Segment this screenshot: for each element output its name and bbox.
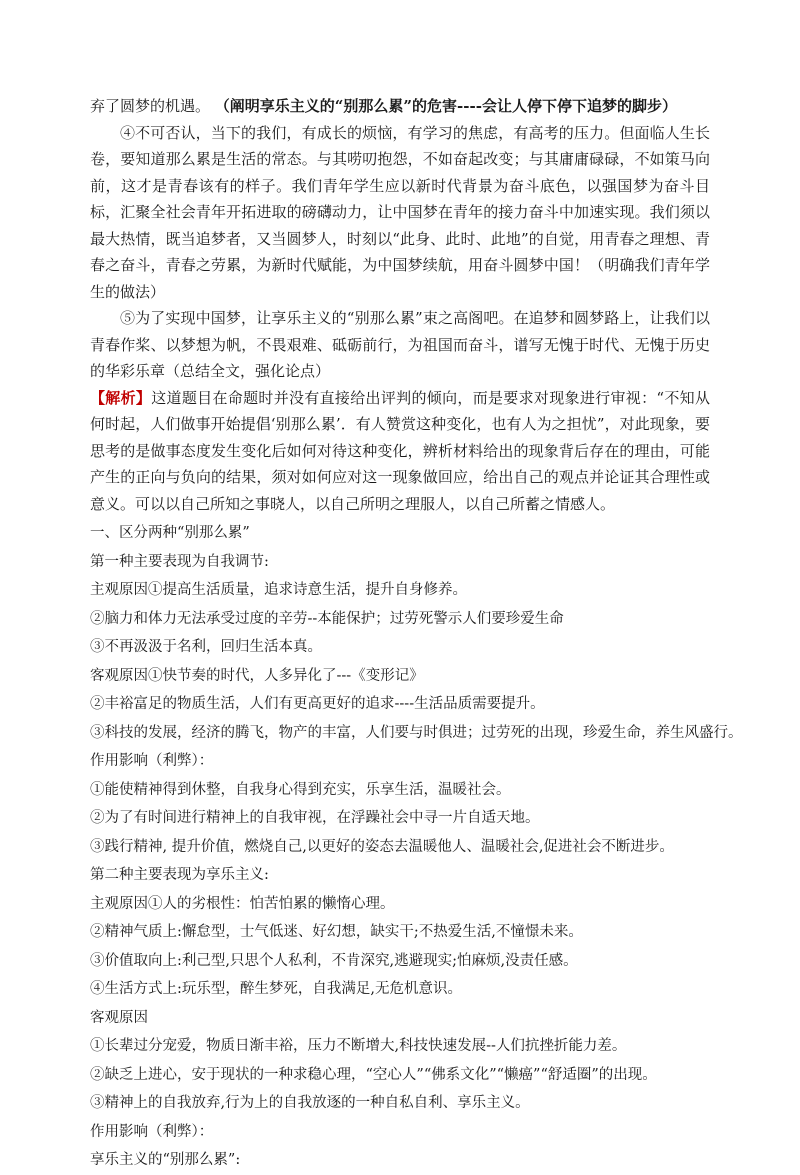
outline-line: 主观原因①人的劣根性：怕苦怕累的懒惰心理。	[90, 895, 395, 912]
outline-line: 第二种主要表现为享乐主义:	[90, 867, 269, 883]
outline-line: ②丰裕富足的物质生活，人们有更高更好的追求----生活品质需要提升。	[90, 696, 545, 712]
outline-line: 作用影响（利弊）：	[90, 753, 214, 769]
outline-line: ③不再汲汲于名利，回归生活本真。	[90, 639, 322, 655]
paragraph-text: 弃了圆梦的机遇。	[90, 97, 211, 115]
outline-line: ③精神上的自我放弃,行为上的自我放逐的一种自私自利、享乐主义。	[90, 1095, 530, 1111]
outline-line: ③践行精神, 提升价值，燃烧自己,以更好的姿态去温暖他人、温暖社会,促进社会不断进步。	[90, 838, 674, 855]
outline-line: ②为了有时间进行精神上的自我审视，在浮躁社会中寻一片自适天地。	[90, 810, 540, 826]
outline-line: 主观原因①提高生活质量，追求诗意生活，提升自身修养。	[90, 582, 467, 598]
outline-line: ③价值取向上:利己型,只思个人私利，不肯深究,逃避现实;怕麻烦,没责任感。	[90, 952, 578, 969]
outline-line: 客观原因	[90, 1009, 148, 1026]
outline-line: 第一种主要表现为自我调节:	[90, 553, 269, 570]
outline-line: ②缺乏上进心，安于现状的一种求稳心理，“空心人”“佛系文化”“懒癌”“舒适圈”的出现。	[90, 1066, 657, 1083]
paragraph-4: ④不可否认，当下的我们，有成长的烦恼，有学习的焦虑，有高考的压力。但面临人生长卷，要知道那么累是生活的常态。与其唠叨抱怨，不如奋起改变；与其庸庸碌碌，不如策马向前，这才是青春该有的样子。我们青年学生应以新时代背景为奋斗底色，以强国梦为奋斗目标，汇聚全社会青年开拓进取的磅礴动力，让中国梦在青年的接力奋斗中加速实现。我们须以最大热情，既当追梦者，又当圆梦人，时刻以“此身、此时、此地”的自觉，用青春之理想、青春之奋斗，青春之劳累，为新时代赋能，为中国梦续航，用奋斗圆梦中国！（明确我们青年学生的做法）	[90, 123, 710, 301]
outline-line: ③科技的发展，经济的腾飞，物产的丰富，人们要与时俱进；过劳死的出现，珍爱生命，养生风盛行。	[90, 724, 743, 741]
paragraph-conclusion-tail	[90, 93, 710, 120]
analysis-text: 这道题目在命题时并没有直接给出评判的倾向，而是要求对现象进行审视：“不知从何时起，人们做事开始提倡‘别那么累’．有人赞赏这种变化，也有人为之担忧”，对此现象，要思考的是做事态度发生变化后如何对待这种变化，辨析材料给出的现象背后存在的理由，可能产生的正向与负向的结果，须对如何应对这一现象做回应，给出自己的观点并论证其合理性或意义。可以以自己所知之事晓人，以自己所明之理服人，以自己所蓄之情感人。	[90, 388, 710, 513]
outline-line: ②脑力和体力无法承受过度的辛劳--本能保护；过劳死警示人们要珍爱生命	[90, 610, 564, 627]
outline-line: 作用影响（利弊）：	[90, 1123, 214, 1140]
paragraph-note: （阐明享乐主义的“别那么累”的危害----会让人停下停下追梦的脚步）	[214, 97, 677, 115]
paragraph-5: ⑤为了实现中国梦，让享乐主义的“别那么累”束之高阁吧。在追梦和圆梦路上，让我们以青春作桨、以梦想为帆，不畏艰难、砥砺前行，为祖国而奋斗，谱写无愧于时代、无愧于历史的华彩乐章（总结全文，强化论点）	[90, 309, 710, 380]
analysis-tag: 【解析】	[90, 388, 152, 407]
outline-line: ①长辈过分宠爱，物质日渐丰裕，压力不断增大,科技快速发展--人们抗挫折能力差。	[90, 1038, 627, 1054]
outline-line: ②精神气质上:懈怠型，士气低迷、好幻想，缺实干;不热爱生活,不憧憬未来。	[90, 924, 583, 940]
outline-line: 一、区分两种“别那么累”	[90, 525, 250, 541]
outline-line: ④生活方式上:玩乐型，醉生梦死，自我满足,无危机意识。	[90, 981, 462, 997]
outline-line: 享乐主义的“别那么累”:	[90, 1152, 241, 1168]
outline-line: ①能使精神得到休整，自我身心得到充实，乐享生活，温暖社会。	[90, 781, 511, 798]
outline-line: 客观原因①快节奏的时代，人多异化了---《变形记》	[90, 667, 424, 684]
analysis-paragraph	[90, 385, 710, 518]
